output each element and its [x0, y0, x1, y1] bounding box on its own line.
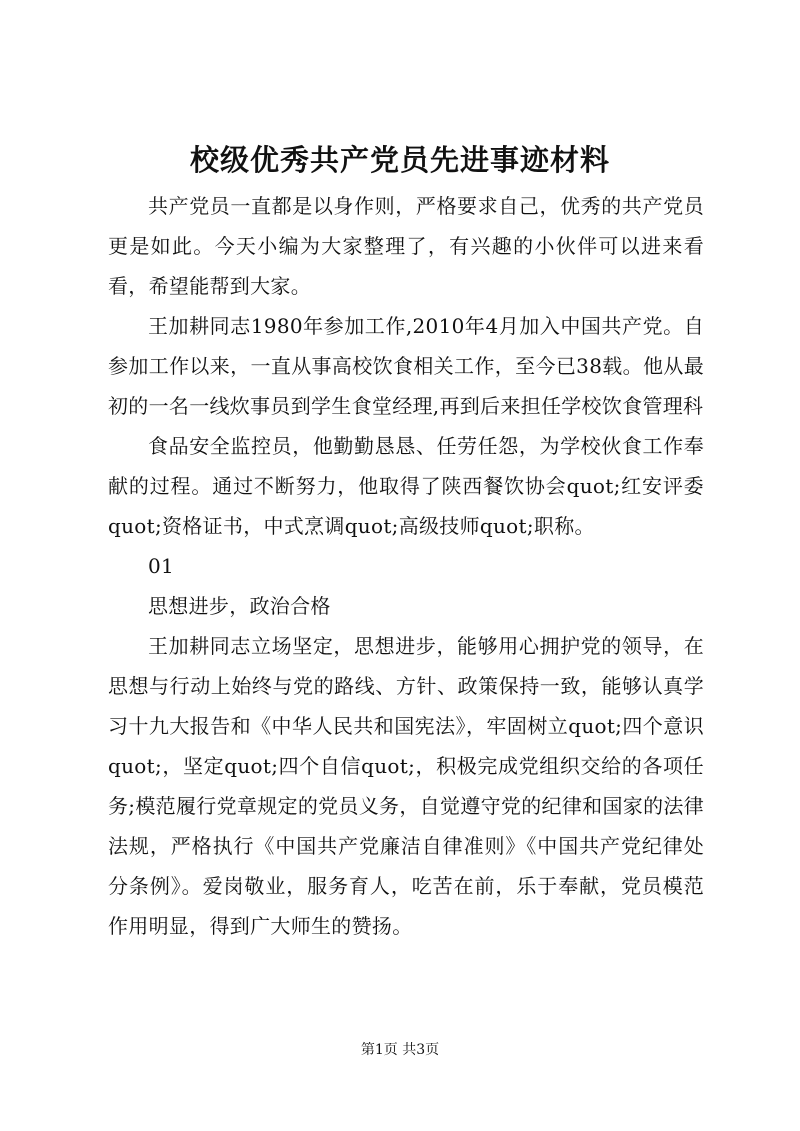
- document-body: [108, 186, 704, 946]
- document-title: 校级优秀共产党员先进事迹材料: [189, 143, 610, 177]
- intro-paragraph: 共产党员一直都是以身作则，严格要求自己，优秀的共产党员更是如此。今天小编为大家整理了，有兴趣的小伙伴可以进来看看，希望能帮到大家。: [108, 194, 704, 298]
- page-footer: 第1页 共3页: [360, 1042, 440, 1058]
- section-heading: 思想进步，政治合格: [148, 594, 331, 618]
- section-paragraph: 王加耕同志立场坚定，思想进步，能够用心拥护党的领导，在思想与行动上始终与党的路线、方针、政策保持一致，能够认真学习十九大报告和《中华人民共和国宪法》，牢固树立quot;四个意识quot;，坚定quot;四个自信quot;，积极完成党组织交给的各项任务;模范履行党章规定的党员义务，自觉遵守党的纪律和国家的法律法规，严格执行《中国共产党廉洁自律准则》《中国共产党纪律处分条例》。爱岗敬业，服务育人，吃苦在前，乐于奉献，党员模范作用明显，得到广大师生的赞扬。: [108, 634, 704, 938]
- achievement-paragraph: 食品安全监控员，他勤勤恳恳、任劳任怨，为学校伙食工作奉献的过程。通过不断努力，他取得了陕西餐饮协会quot;红安评委quot;资格证书，中式烹调quot;高级技师quot;职称。: [108, 434, 704, 538]
- background-paragraph: 王加耕同志1980年参加工作,2010年4月加入中国共产党。自参加工作以来，一直从事高校饮食相关工作，至今已38载。他从最初的一名一线炊事员到学生食堂经理,再到后来担任学校饮食管理科: [108, 314, 704, 418]
- section-number: 01: [148, 554, 175, 578]
